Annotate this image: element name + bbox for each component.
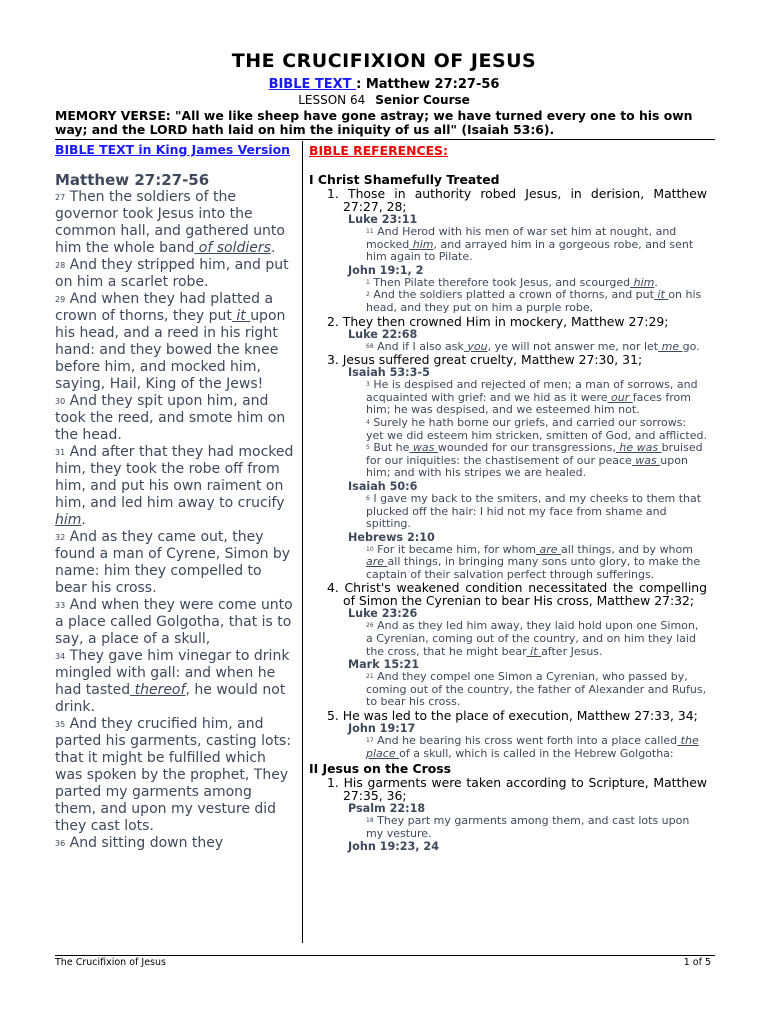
verse-text [309,493,707,531]
point: 3. Jesus suffered great cruelty, Matthew 27:30, 31; [327,352,643,368]
text: upon him; and with his stripes we are healed. [366,453,688,480]
verse-text [309,544,707,582]
verse-ref: Luke 23:11 [348,213,418,226]
verse [55,835,295,852]
italic-word: was [409,441,438,455]
verse-text: . [81,512,86,528]
references-column [309,143,707,853]
verse-number: 17 [366,737,374,745]
verse [55,444,295,529]
italic-word: him [630,275,655,289]
text: And Herod with his men of war set him at nought, and mocked [366,225,677,251]
text: Then Pilate therefore took Jesus, and scourged [373,275,631,289]
text: I gave my back to the smiters, and my cheeks to them that plucked off the hair: I hid not my face from shame and spitting. [366,491,702,531]
text: . [654,275,658,289]
verse-list [55,189,295,852]
verse-text [309,289,707,314]
verse-text: And sitting down they [69,835,224,851]
verse-number: 6 [366,494,370,502]
section-heading: I Christ Shamefully Treated [309,172,500,187]
text: And he bearing his cross went forth into a place called [377,734,678,748]
italic-word: it [526,644,542,658]
verse-text [309,417,707,442]
text: And the soldiers platted a crown of thorns, and put [373,288,654,302]
italic-word: he was [615,441,662,455]
verse [55,189,295,257]
verse [55,648,295,716]
verse [55,716,295,835]
footer-title: The Crucifixion of Jesus [55,957,166,968]
italic-word: it [653,288,669,302]
verse-ref: John 19:23, 24 [348,840,439,854]
italic-word: him [409,237,434,251]
verse-text [309,226,707,264]
verse-ref: Psalm 22:18 [348,802,426,816]
italic-word: the place [366,734,699,760]
verse-number: 27 [55,193,66,202]
italic-word: me [658,339,683,353]
italic-word: of soldiers [194,240,271,256]
top-divider [55,139,715,140]
footer-divider [55,955,715,956]
page-title: THE CRUCIFIXION OF JESUS [231,50,537,72]
verse-text: And as they came out, they found a man of Cyrene, Simon by name: him they compelled to bear his cross. [55,529,291,596]
verse-number: 11 [366,228,374,235]
verse-text: upon his head, and a reed in his right hand: and they bowed the knee before him, and mocked him, saying, Hail, King of the Jews! [55,308,286,392]
section-heading: II Jesus on the Cross [309,761,452,777]
text: And if I also ask [377,339,464,353]
lesson-course: Senior Course [375,93,470,107]
verse-text: And they spit upon him, and took the reed, and smote him on the head. [55,393,286,443]
scripture-reference: Matthew 27:27-56 [55,171,210,189]
italic-word: are [366,555,388,569]
memory-verse: MEMORY VERSE: "All we like sheep have gone astray; we have turned every one to his own way; and the LORD hath laid on him the iniquity of us all" (Isaiah 53:6). [55,108,693,137]
italic-word: are [535,542,562,556]
text: wounded for our transgressions, [437,441,616,455]
italic-word: our [607,390,633,404]
point: 1. His garments were taken according to Scripture, Matthew 27:35, 36; [327,775,707,804]
bible-text-header[interactable]: BIBLE TEXT in King James Version [55,142,290,157]
verse-number: 34 [55,652,66,661]
text: on his head, and they put on him a purple robe, [366,288,702,314]
verse-number: 3 [366,381,370,389]
point: 2. They then crowned Him in mockery, Matthew 27:29; [327,313,669,329]
italic-word: was [631,453,661,467]
verse-number: 33 [55,601,66,610]
text: For it became him, for whom [377,542,536,556]
text: all things, and by whom [561,542,693,556]
subtitle [0,77,768,92]
verse [55,393,295,444]
text: bruised for our iniquities: the chastisement of our peace [366,441,703,467]
verse-text: And when they had platted a crown of thorns, they put [55,291,274,324]
verse-ref: Isaiah 50:6 [348,479,418,493]
bible-text-link[interactable]: BIBLE TEXT [268,77,357,92]
verse-number: 21 [366,673,374,681]
verse-number: 5 [366,444,370,452]
verse-number: 2 [366,291,370,299]
verse-number: 10 [366,545,374,553]
verse-number: 28 [55,261,66,270]
verse-ref: Isaiah 53:3-5 [348,366,430,380]
verse [55,291,295,393]
text: And they compel one Simon a Cyrenian, who passed by, coming out of the country, the father of Alexander and Rufus, to bear his cross. [366,670,707,709]
verse-text: , he would not drink. [55,682,286,715]
subtitle-text: Matthew 27:27-56 [365,77,500,92]
verse-number: 4 [366,418,370,426]
verse-ref: Mark 15:21 [348,658,420,672]
column-divider [302,141,303,943]
verse-text [309,671,707,709]
text: And as they led him away, they laid hold upon one Simon, a Cyrenian, coming out of the country, and on him they laid the cross, that he might bear [366,619,699,658]
point: 1. Those in authority robed Jesus, in derision, Matthew 27:27, 28; [327,186,707,214]
verse-number: 1 [366,278,370,286]
italic-word: thereof [130,682,186,698]
text: , and arrayed him in a gorgeous robe, and sent him again to Pilate. [366,237,694,264]
point: 4. Christ's weakened condition necessitated the compelling of Simon the Cyrenian to bear His cross, Matthew 27:32; [327,580,707,609]
bible-text-column [55,143,295,852]
verse-text: And they stripped him, and put on him a scarlet robe. [55,257,289,290]
italic-word: it [231,308,251,324]
verse [55,597,295,648]
verse-text: They gave him vinegar to drink mingled with gall: and when he had tasted [55,648,290,698]
verse-number: 32 [55,533,66,542]
text: all things, in bringing many sons unto glory, to make the captain of their salvation perfect through sufferings. [366,555,701,581]
verse-number: 26 [366,622,374,630]
verse-number: 29 [55,295,66,304]
verse [55,529,295,597]
verse-number: 31 [55,448,66,457]
text: Surely he hath borne our griefs, and carried our sorrows: yet we did esteem him stricken, smitten of God, and afflicted. [366,415,707,442]
verse-text [309,442,707,480]
verse-text [309,815,707,840]
point: 5. He was led to the place of execution, Matthew 27:33, 34; [327,708,698,724]
text: go. [682,339,700,353]
text: , ye will not answer me, nor let [487,339,659,353]
verse-text [309,620,707,658]
verse-ref: Luke 22:68 [348,327,418,341]
lesson-line [0,93,768,107]
verse-text: And after that they had mocked him, they took the robe off from him, and put his own raiment on him, and led him away to crucify [55,444,294,511]
text: But he [373,441,410,455]
verse-text: And when they were come unto a place called Golgotha, that is to say, a place of a skull, [55,597,293,647]
page-number: 1 of 5 [683,957,711,968]
verse-number: 68 [366,342,374,350]
verse-number: 36 [55,839,66,848]
verse-number: 30 [55,397,66,406]
text: after Jesus. [541,644,603,658]
subtitle-sep: : [356,77,366,92]
verse-number: 18 [366,817,374,825]
text: He is despised and rejected of men; a man of sorrows, and acquainted with grief: and we hid as it were [366,378,698,404]
verse-text: . [270,240,276,256]
verse-ref: John 19:17 [348,722,416,736]
verse [55,257,295,291]
verse-ref: Luke 23:26 [348,607,418,621]
verse-text: And they crucified him, and parted his garments, casting lots: that it might be fulfilled which was spoken by the prophet, They parted my garments among them, and upon my vesture did they cast lots. [55,716,292,834]
verse-text [309,379,707,417]
text: of a skull, which is called in the Hebrew Golgotha: [399,746,674,760]
text: They part my garments among them, and cast lots upon my vesture. [366,814,690,840]
text: faces from him; he was despised, and we esteemed him not. [366,390,692,417]
verse-ref: John 19:1, 2 [348,263,424,277]
lesson-number: LESSON 64 [298,93,366,107]
italic-word: him [55,512,82,528]
references-header: BIBLE REFERENCES: [309,143,448,158]
verse-ref: Hebrews 2:10 [348,530,435,544]
verse-number: 35 [55,720,66,729]
verse-text: Then the soldiers of the governor took Jesus into the common hall, and gathered unto him the whole band [55,189,285,256]
verse-text [309,735,707,760]
italic-word: you [463,339,488,353]
